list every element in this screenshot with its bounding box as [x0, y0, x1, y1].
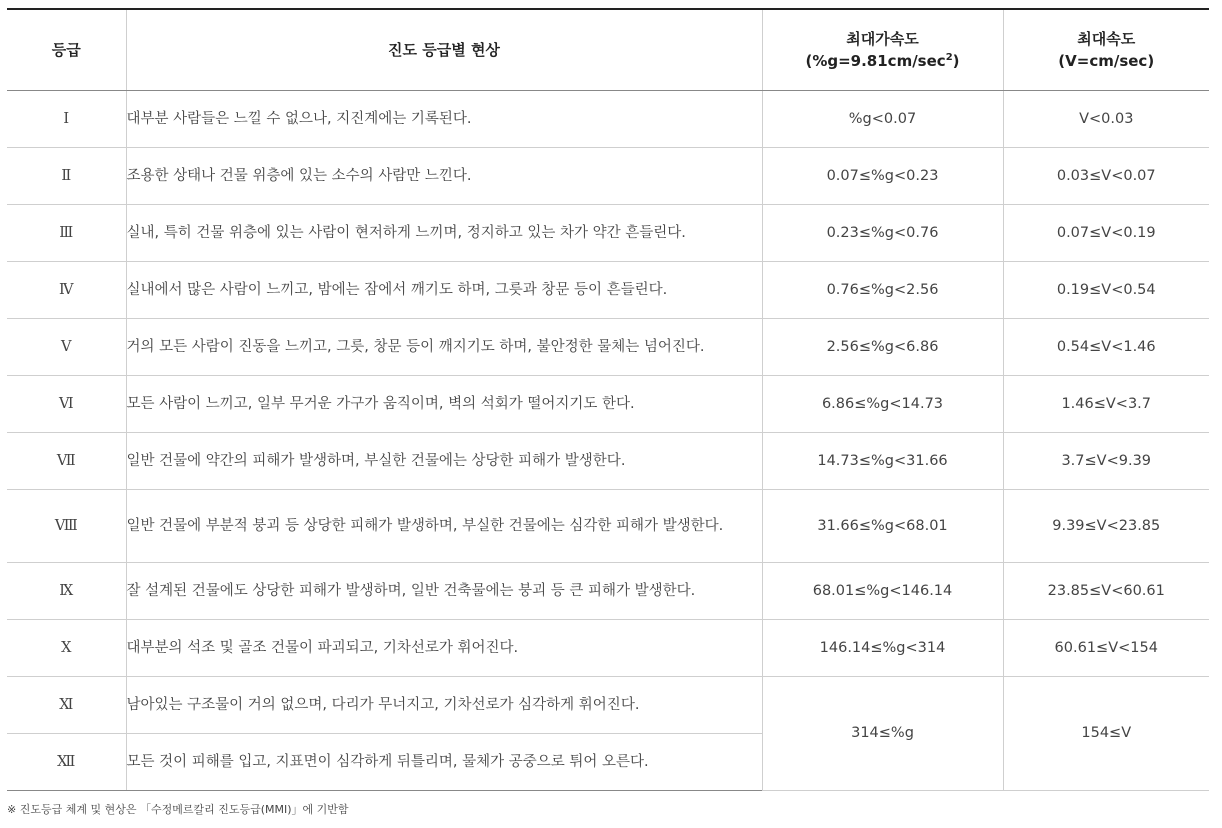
- grade-cell: Ⅰ: [7, 91, 126, 148]
- header-max-acceleration-title: 최대가속도: [846, 30, 919, 48]
- velocity-cell: 3.7≤V<9.39: [1003, 433, 1209, 490]
- velocity-cell: V<0.03: [1003, 91, 1209, 148]
- table-header-row: [7, 9, 1209, 91]
- header-max-acceleration: [762, 9, 1003, 91]
- header-max-velocity-unit: (V=cm/sec): [1058, 52, 1155, 70]
- acceleration-cell: 314≤%g: [762, 677, 1003, 791]
- table-row: [7, 376, 1209, 433]
- acceleration-cell: 68.01≤%g<146.14: [762, 563, 1003, 620]
- header-description: 진도 등급별 현상: [126, 9, 762, 91]
- description-cell: 거의 모든 사람이 진동을 느끼고, 그릇, 창문 등이 깨지기도 하며, 불안정한 물체는 넘어진다.: [126, 319, 762, 376]
- grade-cell: Ⅸ: [7, 563, 126, 620]
- grade-cell: Ⅴ: [7, 319, 126, 376]
- acceleration-cell: 14.73≤%g<31.66: [762, 433, 1003, 490]
- acceleration-cell: 0.76≤%g<2.56: [762, 262, 1003, 319]
- table-row: [7, 490, 1209, 563]
- table-row: [7, 620, 1209, 677]
- velocity-cell: 154≤V: [1003, 677, 1209, 791]
- description-cell: 일반 건물에 약간의 피해가 발생하며, 부실한 건물에는 상당한 피해가 발생한다.: [126, 433, 762, 490]
- description-cell: 실내, 특히 건물 위층에 있는 사람이 현저하게 느끼며, 정지하고 있는 차가 약간 흔들린다.: [126, 205, 762, 262]
- description-cell: 모든 것이 피해를 입고, 지표면이 심각하게 뒤틀리며, 물체가 공중으로 튀어 오른다.: [126, 734, 762, 791]
- footnote: ※ 진도등급 체계 및 현상은 「수정메르칼리 진도등급(MMI)」에 기반함: [7, 803, 349, 816]
- table-row: [7, 319, 1209, 376]
- table-row: [7, 205, 1209, 262]
- description-cell: 일반 건물에 부분적 붕괴 등 상당한 피해가 발생하며, 부실한 건물에는 심각한 피해가 발생한다.: [126, 490, 762, 563]
- acceleration-cell: %g<0.07: [762, 91, 1003, 148]
- grade-cell: Ⅶ: [7, 433, 126, 490]
- velocity-cell: 0.03≤V<0.07: [1003, 148, 1209, 205]
- grade-cell: Ⅹ: [7, 620, 126, 677]
- table-row: [7, 91, 1209, 148]
- grade-cell: Ⅳ: [7, 262, 126, 319]
- description-cell: 잘 설계된 건물에도 상당한 피해가 발생하며, 일반 건축물에는 붕괴 등 큰 피해가 발생한다.: [126, 563, 762, 620]
- acceleration-cell: 31.66≤%g<68.01: [762, 490, 1003, 563]
- seismic-intensity-table: [7, 8, 1209, 791]
- description-cell: 실내에서 많은 사람이 느끼고, 밤에는 잠에서 깨기도 하며, 그릇과 창문 등이 흔들린다.: [126, 262, 762, 319]
- velocity-cell: 23.85≤V<60.61: [1003, 563, 1209, 620]
- acceleration-cell: 2.56≤%g<6.86: [762, 319, 1003, 376]
- header-max-velocity: [1003, 9, 1209, 91]
- header-acc-unit-exponent: 2: [945, 52, 953, 63]
- description-cell: 남아있는 구조물이 거의 없으며, 다리가 무너지고, 기차선로가 심각하게 휘어진다.: [126, 677, 762, 734]
- description-cell: 대부분의 석조 및 골조 건물이 파괴되고, 기차선로가 휘어진다.: [126, 620, 762, 677]
- table-row: [7, 262, 1209, 319]
- description-cell: 조용한 상태나 건물 위층에 있는 소수의 사람만 느낀다.: [126, 148, 762, 205]
- table-row: [7, 148, 1209, 205]
- grade-cell: Ⅲ: [7, 205, 126, 262]
- mmi-table-container: [7, 8, 1209, 791]
- header-grade: 등급: [7, 9, 126, 91]
- description-cell: 대부분 사람들은 느낄 수 없으나, 지진계에는 기록된다.: [126, 91, 762, 148]
- acceleration-cell: 0.07≤%g<0.23: [762, 148, 1003, 205]
- acceleration-cell: 6.86≤%g<14.73: [762, 376, 1003, 433]
- grade-cell: Ⅵ: [7, 376, 126, 433]
- header-max-acceleration-unit: [805, 52, 959, 70]
- description-cell: 모든 사람이 느끼고, 일부 무거운 가구가 움직이며, 벽의 석회가 떨어지기도 한다.: [126, 376, 762, 433]
- table-row: [7, 563, 1209, 620]
- velocity-cell: 0.07≤V<0.19: [1003, 205, 1209, 262]
- grade-cell: Ⅻ: [7, 734, 126, 791]
- velocity-cell: 60.61≤V<154: [1003, 620, 1209, 677]
- grade-cell: Ⅱ: [7, 148, 126, 205]
- velocity-cell: 0.19≤V<0.54: [1003, 262, 1209, 319]
- header-max-velocity-title: 최대속도: [1077, 30, 1136, 48]
- grade-cell: Ⅺ: [7, 677, 126, 734]
- velocity-cell: 1.46≤V<3.7: [1003, 376, 1209, 433]
- grade-cell: Ⅷ: [7, 490, 126, 563]
- velocity-cell: 0.54≤V<1.46: [1003, 319, 1209, 376]
- header-acc-unit-close: ): [952, 52, 960, 70]
- table-row: [7, 433, 1209, 490]
- acceleration-cell: 0.23≤%g<0.76: [762, 205, 1003, 262]
- acceleration-cell: 146.14≤%g<314: [762, 620, 1003, 677]
- velocity-cell: 9.39≤V<23.85: [1003, 490, 1209, 563]
- table-row: [7, 677, 1209, 734]
- header-acc-unit-text: (%g=9.81cm/sec: [805, 52, 946, 70]
